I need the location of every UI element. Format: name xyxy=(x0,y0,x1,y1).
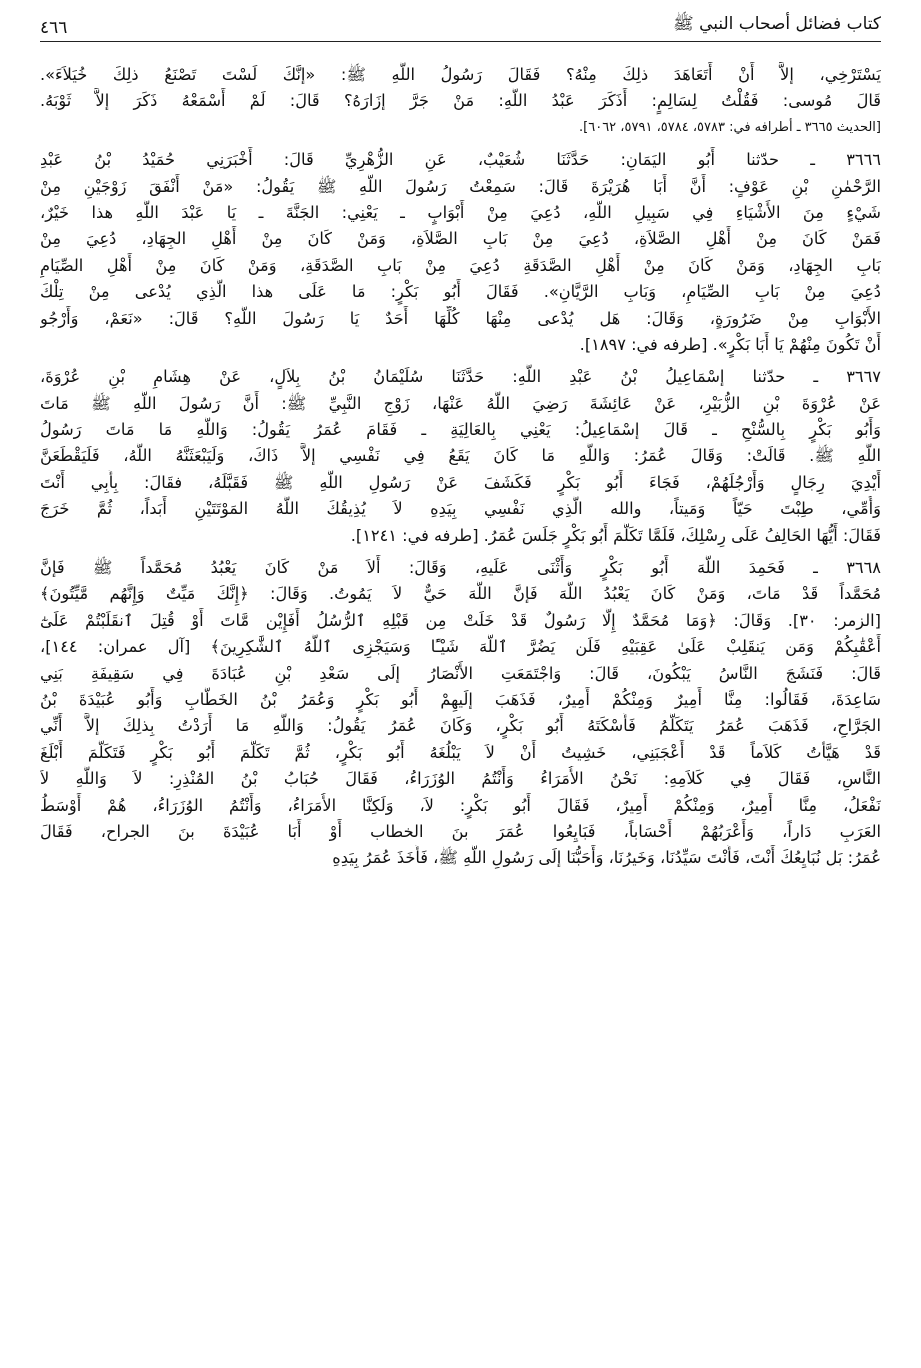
text-line: أَيْدِيَ رِجَالٍ وَأَرْجُلَهُمْ، فَجَاءَ أَبُو بَكْرٍ فَكَشَفَ عَنْ رَسُولِ اللَّهِ ﷺ فَقَبَّلَهُ، فقَالَ: بِأَبِي أَنْتَ xyxy=(40,472,881,492)
text-line: فَقَالَ: أَيُّهَا الحَالِفُ عَلَى رِسْلِكَ، فَلَمَّا تَكَلَّمَ أَبُو بَكْرٍ جَلَسَ عُمَرُ. [طرفه في: ١٢٤١]. xyxy=(350,525,881,545)
text-line: عُمَرُ: بَل نُبَايِعُكَ أَنْتَ، فَأَنْتَ سَيِّدُنَا، وَخَيرُنَا، وَأَحَبُّنَا إلَى رَسُولِ اللَّهِ ﷺ، فَأَخَذَ عُمَرُ بِيَدِهِ xyxy=(332,848,881,868)
continued-hadith xyxy=(40,62,881,141)
text-line: يَسْتَرْخِي، إلاَّ أَنْ أَتَعَاهَدَ ذلِكَ مِنْهُ؟ فَقَالَ رَسُولُ اللَّهِ ﷺ: «إنَّكَ لَسْتَ تَصْنَعُ ذلِكَ خُيَلاَءَ». xyxy=(40,65,881,84)
text-line: قَالَ: فَنَشَجَ النَّاسُ يَبْكُونَ، قَالَ: وَاجْتَمَعَتِ الأَنْصَارُ إلَى سَعْدِ بْنِ عُبَادَةَ فِي سَقِيفَةِ بَنِي xyxy=(40,663,881,683)
text-line: ٣٦٦٨ ـ فَحَمِدَ اللَّهَ أَبُو بَكْرٍ وَأَثْنَى عَلَيهِ، وَقَالَ: أَلاَ مَنْ كَانَ يَعْبُدُ مُحَمَّداً ﷺ فَإنَّ xyxy=(40,558,881,578)
text-line: أَنْ تَكُونَ مِنْهُمْ يَا أَبَا بَكْرٍ». [طرفه في: ١٨٩٧]. xyxy=(579,334,881,354)
text-line: اللَّهِ ﷺ. قَالَتْ: وَقَالَ عُمَرُ: وَاللَّهِ مَا كَانَ يَقَعُ فِي نَفْسِي إلاَّ ذَاكَ، وَلَيَبْعَثَنَّهُ اللَّهُ، فَلَيَقْطَعَنَّ xyxy=(40,446,881,466)
text-line: فَمَنْ كَانَ مِنْ أَهْلِ الصَّلاَةِ، دُعِيَ مِنْ بَابِ الصَّلاَةِ، وَمَنْ كَانَ مِنْ أَهْلِ الجِهَادِ، دُعِيَ مِنْ xyxy=(40,229,881,249)
text-line: مُحَمَّداً قَدْ مَاتَ، وَمَنْ كَانَ يَعْبُدُ اللَّهَ فَإنَّ اللَّهَ حَيٌّ لاَ يَمُوتُ. وَقَالَ: ﴿إِنَّكَ مَيِّتٌ وَإِنَّهُم مَّيِّتُونَ﴾ xyxy=(40,584,881,604)
text-line: سَاعِدَةَ، فَقَالُوا: مِنَّا أَمِيرٌ وَمِنْكُمْ أَمِيرٌ، فَذَهَبَ إلَيهِمْ أَبُو بَكْرٍ وَعُمَرُ بْنُ الخَطَّابِ وَأَبُو عُبَيْدَةَ بْنُ xyxy=(40,689,881,709)
book-title: كتاب فضائل أصحاب النبي ﷺ xyxy=(673,14,881,34)
text-line: قَالَ مُوسى: فَقُلْتُ لِسَالِمٍ: أَذَكَرَ عَبْدُ اللَّهِ: مَنْ جَرَّ إزَارَهُ؟ قَالَ: لَمْ أَسْمَعْهُ ذَكَرَ إلاَّ ثَوْبَهُ. xyxy=(40,91,881,111)
text-line: نَفْعَلُ، مِنَّا أَمِيرٌ، وَمِنْكُمْ أَمِيرٌ، فَقَالَ أَبُو بَكْرٍ: لاَ، وَلَكِنَّا الأُمَرَاءُ، وَأَنْتُمُ الوُزَرَاءُ، هُمْ أَوْسَطُ xyxy=(40,795,881,815)
running-header xyxy=(40,8,881,38)
text-line: الجَرَّاحِ، فَذَهَبَ عُمَرُ يَتَكَلَّمُ فَأَسْكَتَهُ أَبُو بَكْرٍ، وَكَانَ عُمَرُ يَقُولُ: وَاللَّهِ مَا أَرَدْتُ بِذلِكَ إلاَّ أَنِّي xyxy=(40,716,881,736)
text-line: وَأَبُو بَكْرٍ بِالسُّنْحِ ـ قَالَ إسْمَاعِيلُ: يَعْنِي بِالعَالِيَةِ ـ فَقَامَ عُمَرُ يَقُولُ: وَاللَّهِ مَا مَاتَ رَسُولُ xyxy=(40,420,881,440)
text-line: ٣٦٦٧ ـ حدّثنا إسْمَاعِيلُ بْنُ عَبْدِ اللَّهِ: حَدَّثَنَا سُلَيْمَانُ بْنُ بِلاَلٍ، عَنْ هِشَامِ بْنِ عُرْوَةَ، xyxy=(40,367,881,387)
page-body xyxy=(40,62,881,878)
hadith-paragraph xyxy=(40,555,881,872)
text-line: عَنْ عُرْوَةَ بْنِ الزُّبَيْرِ، عَنْ عَائِشَةَ رَضِيَ اللَّهُ عَنْهَا، زَوْجِ النَّبِيِّ ﷺ: أَنَّ رَسُولَ اللَّهِ ﷺ مَاتَ xyxy=(40,393,881,413)
text-line: العَرَبِ دَاراً، وَأَعْرَبُهُمْ أَحْسَاباً، فَبَايِعُوا عُمَرَ بنَ الخطاب أَوْ أَبَا عُبَيْدَةَ بنَ الجراح، فَقَالَ xyxy=(40,821,881,841)
text-line: [الحديث ٣٦٦٥ ـ أطرافه في: ٥٧٨٣، ٥٧٨٤، ٥٧٩١، ٦٠٦٢]. xyxy=(579,119,881,135)
text-line: ٣٦٦٦ ـ حدّثنا أَبُو اليَمَانِ: حَدَّثَنَا شُعَيْبٌ، عَنِ الزُّهْرِيِّ قَالَ: أَخْبَرَنِي حُمَيْدُ بْنُ عَبْدِ xyxy=(40,150,881,170)
hadith-paragraph xyxy=(40,364,881,549)
text-line: الأَبْوَابِ مِنْ ضَرُورَةٍ، وَقَالَ: هَل يُدْعى مِنْهَا كُلِّهَا أَحَدٌ يَا رَسُولَ اللَّهِ؟ قَالَ: «نَعَمْ، وَأَرْجُو xyxy=(40,308,881,328)
text-line: الرَّحْمٰنِ بْنِ عَوْفٍ: أَنَّ أَبَا هُرَيْرَةَ قَالَ: سَمِعْتُ رَسُولَ اللَّهِ ﷺ يَقُولُ: «مَنْ أَنْفَقَ زَوْجَيْنِ مِنْ xyxy=(40,176,881,196)
text-line: بَابِ الجِهَادِ، وَمَنْ كَانَ مِنْ أَهْلِ الصَّدَقَةِ دُعِيَ مِنْ بَابِ الصَّدَقَةِ، وَمَنْ كَانَ مِنْ أَهْلِ الصِّيَامِ xyxy=(40,255,881,275)
text-line: دُعِيَ مِنْ بَابِ الصِّيَامِ، وَبَابِ الرَّيَّانِ». فَقَالَ أَبُو بَكْرٍ: مَا عَلَى هذا الَّذِي يُدْعى مِنْ تِلْكَ xyxy=(40,282,881,302)
text-line: شَيْءٍ مِنَ الأَشْيَاءِ فِي سَبِيلِ اللَّهِ، دُعِيَ مِنْ أَبْوَابٍ ـ يَعْنِي: الجَنَّةَ ـ يَا عَبْدَ اللَّهِ هذا خَيْرٌ، xyxy=(40,202,881,222)
text-line: قَدْ هَيَّأْتُ كَلاَماً قَدْ أَعْجَبَنِي، خَشِيتُ أَنْ لاَ يَبْلُغَهُ أَبُو بَكْرٍ، ثُمَّ تَكَلَّمَ أَبُو بَكْرٍ فَتَكَلَّمَ أَبْلَغَ xyxy=(40,742,881,762)
page-number: ٤٦٦ xyxy=(40,18,68,38)
text-line: [الزمر: ٣٠]. وَقَالَ: ﴿وَمَا مُحَمَّدٌ إِلَّا رَسُولٌ قَدْ خَلَتْ مِن قَبْلِهِ ٱلرُّسُلُ أَفَإِيْن مَّاتَ أَوْ قُتِلَ ٱنقَلَبْتُمْ عَلَىٰٓ xyxy=(40,610,881,630)
hadith-paragraph xyxy=(40,147,881,358)
header-rule xyxy=(40,41,881,42)
text-line: أَعْقَٰبِكُمْ وَمَن يَنقَلِبْ عَلَىٰ عَقِبَيْهِ فَلَن يَضُرَّ ٱللَّهَ شَيْـًٔا وَسَيَجْزِى ٱللَّهُ ٱلشَّٰكِرِينَ﴾ [آل عمران: ١٤٤]، xyxy=(40,637,881,657)
text-line: وَأُمِّي، طِبْتَ حَيّاً وَمَيتاً، والله الَّذِي نَفْسِي بِيَدِهِ لاَ يُذِيقُكَ اللَّهُ المَوْتَتَيْنِ أَبَداً، ثُمَّ خَرَجَ xyxy=(40,499,881,519)
text-line: النَّاسِ، فَقَالَ فِي كَلاَمِهِ: نَحْنُ الأُمَرَاءُ وَأَنْتُمُ الوُزَرَاءُ، فَقَالَ حُبَابُ بْنُ المُنْذِرِ: لاَ وَاللَّهِ لاَ xyxy=(40,769,881,789)
